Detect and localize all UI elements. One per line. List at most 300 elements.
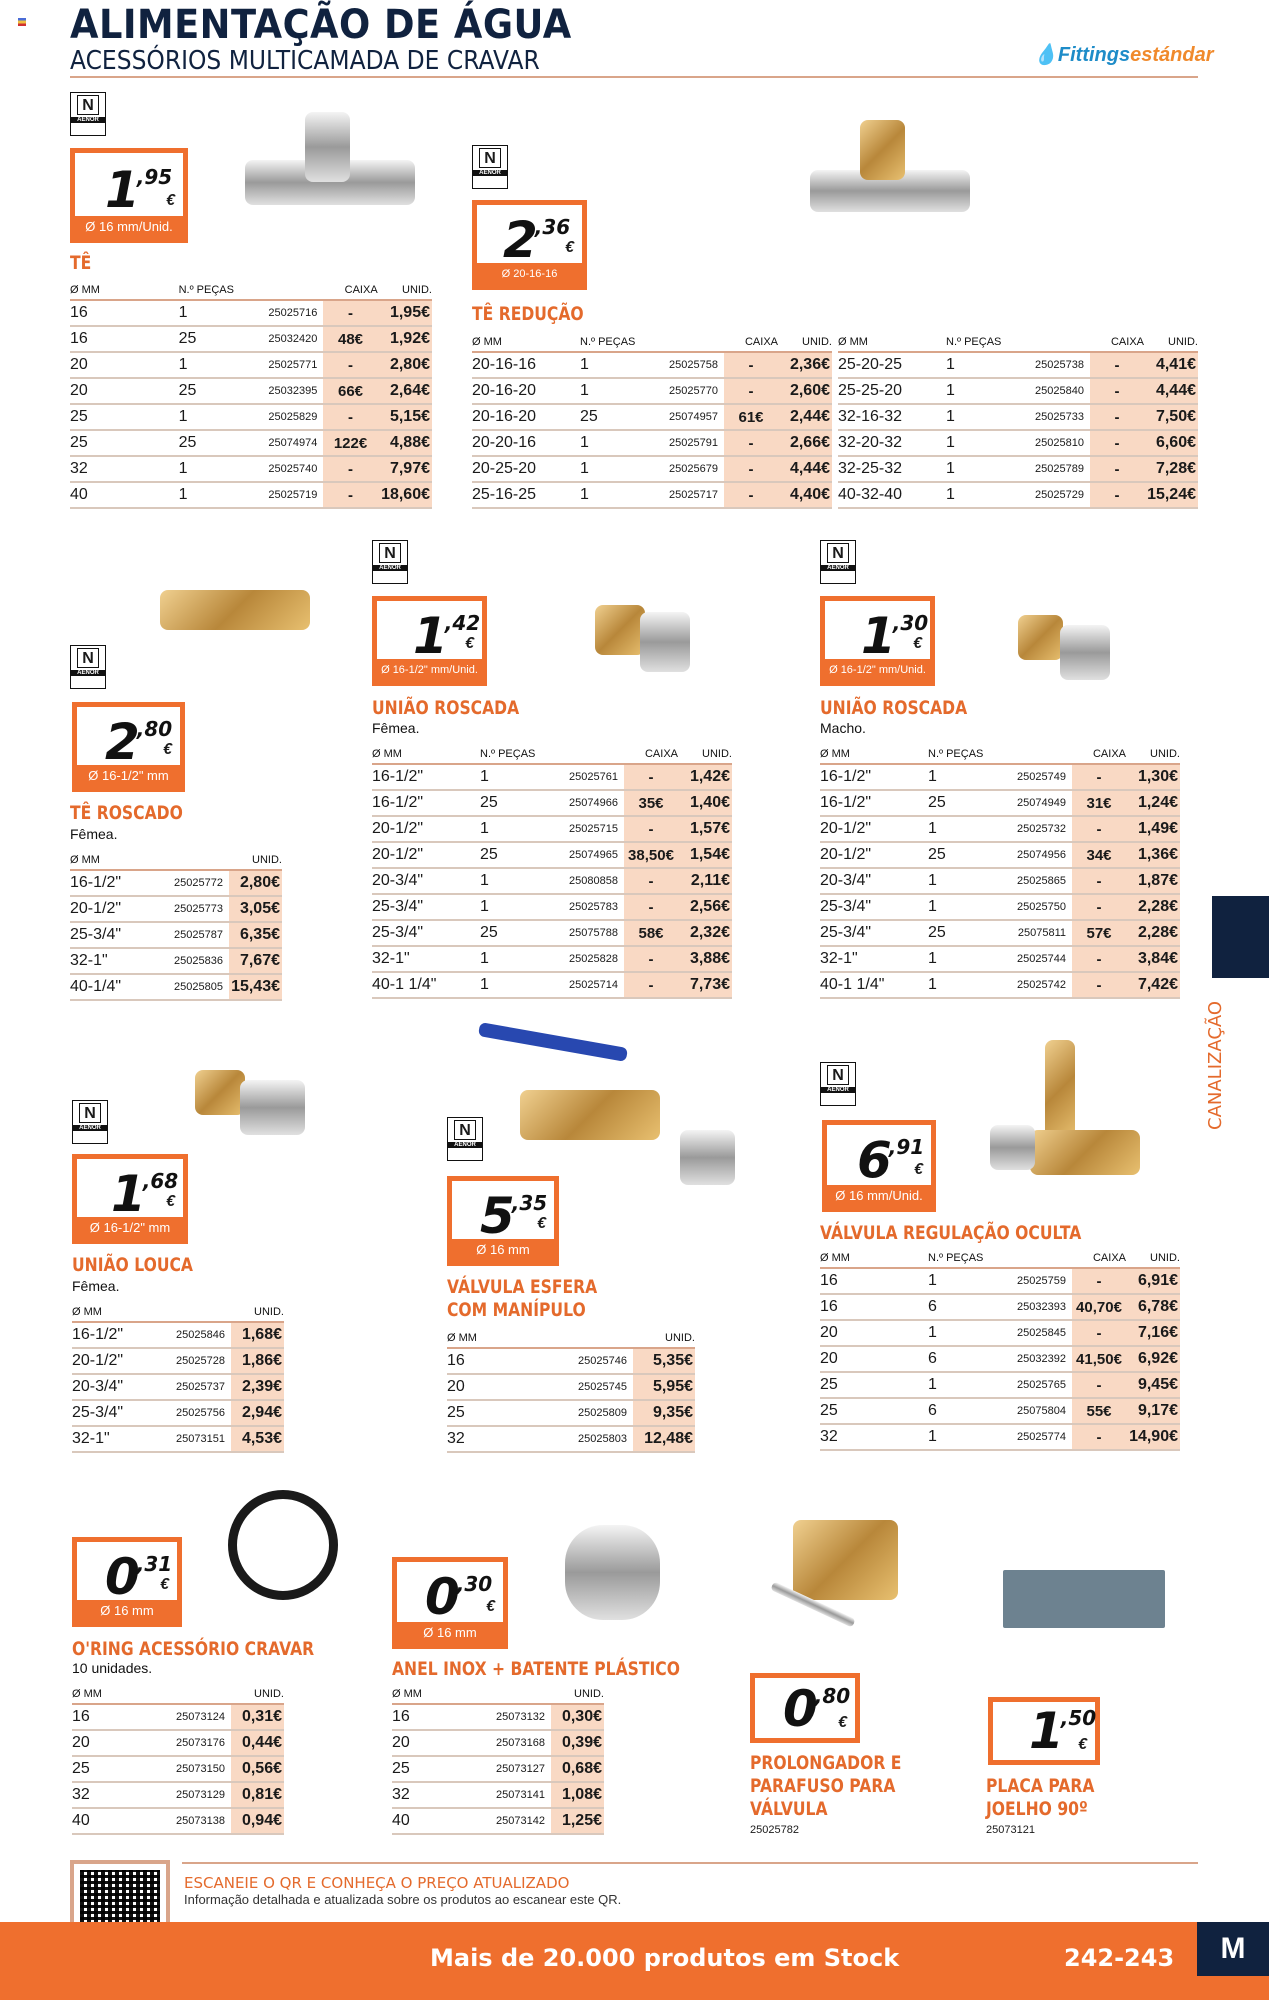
unit-price-cell: 4,40€ [778,482,832,508]
table-row [392,1782,604,1808]
unit-price-cell: 1,36€ [1126,842,1180,868]
unit-price-cell: 6,35€ [229,922,282,948]
box-price-cell: - [1072,1268,1126,1294]
page-subtitle: ACESSÓRIOS MULTICAMADA DE CRAVAR [70,46,540,76]
product-title: UNIÃO LOUCA [72,1254,193,1276]
product-desc: 10 unidades. [72,1660,153,1676]
product-title-line2: COM MANÍPULO [447,1299,586,1321]
size-cell: 40-1 1/4" [820,972,928,998]
unit-price-cell: 6,60€ [1144,430,1198,456]
code-cell: 25074966 [552,790,624,816]
table-row [447,1400,695,1426]
size-cell: 16-1/2" [820,764,928,790]
unit-price-cell: 2,11€ [678,868,732,894]
unit-price-cell: 7,28€ [1144,456,1198,482]
size-cell: 20 [70,378,179,404]
product-title: ANEL INOX + BATENTE PLÁSTICO [392,1658,680,1680]
box-price-cell: - [1072,946,1126,972]
size-cell: 16-1/2" [820,790,928,816]
box-price-cell: - [1090,378,1144,404]
section-label: CANALIZAÇÃO [1205,1000,1226,1130]
size-cell: 20-1/2" [70,896,155,922]
box-price-cell: - [1072,894,1126,920]
product-desc: Fêmea. [372,720,420,736]
column-header: CAIXA [1072,746,1126,764]
pieces-cell: 1 [928,1268,1000,1294]
table-row [72,1782,284,1808]
code-cell: 25025771 [251,352,323,378]
column-header: CAIXA [624,746,678,764]
table-row [72,1374,284,1400]
code-cell: 25025719 [251,482,323,508]
column-header: Ø MM [820,1250,928,1268]
table-row [72,1730,284,1756]
size-cell: 16-1/2" [70,870,155,896]
column-header: UNID. [378,282,432,300]
aenor-badge: N AENOR [447,1117,483,1161]
table-row [72,1426,284,1452]
box-price-cell: 31€ [1072,790,1126,816]
code-cell: 25025803 [546,1426,633,1452]
box-price-cell: 122€ [323,430,377,456]
size-cell: 32 [70,456,179,482]
code-cell: 25025737 [157,1374,231,1400]
unit-price-cell: 1,57€ [678,816,732,842]
pieces-cell: 25 [179,326,251,352]
box-price-cell: - [1090,456,1144,482]
code-cell: 25025714 [552,972,624,998]
size-cell: 25 [70,430,179,456]
table-row [820,1424,1180,1450]
table-row [447,1426,695,1452]
pieces-cell: 25 [480,790,552,816]
table-row [820,790,1180,816]
price-table-te-reducao-1 [472,334,832,509]
unit-price-cell: 1,87€ [1126,868,1180,894]
box-price-cell: - [624,868,678,894]
unit-price-cell: 4,53€ [231,1426,284,1452]
size-cell: 32-1" [372,946,480,972]
table-row [372,868,732,894]
aenor-badge: N AENOR [820,1062,856,1106]
column-header: N.º PEÇAS [480,746,552,764]
box-price-cell: - [624,764,678,790]
code-cell: 25025789 [1018,456,1090,482]
unit-price-cell: 7,97€ [378,456,432,482]
pieces-cell: 1 [580,482,652,508]
table-row [820,868,1180,894]
product-title: VÁLVULA REGULAÇÃO OCULTA [820,1222,1082,1244]
column-header: Ø MM [72,1686,157,1704]
pieces-cell: 1 [946,482,1018,508]
code-cell: 25073129 [157,1782,231,1808]
code-cell: 25032393 [1000,1294,1072,1320]
product-desc: Macho. [820,720,866,736]
unit-price-cell: 2,64€ [378,378,432,404]
table-row [372,920,732,946]
code-cell: 25025805 [155,974,229,1000]
price-table-oring [72,1686,284,1835]
table-row [392,1730,604,1756]
unit-price-cell: 1,92€ [378,326,432,352]
code-cell: 25073151 [157,1426,231,1452]
code-cell: 25025761 [552,764,624,790]
table-row [838,456,1198,482]
code-cell: 25025765 [1000,1372,1072,1398]
size-cell: 20-16-20 [472,404,580,430]
code-cell: 25025758 [652,352,724,378]
code-cell: 25025759 [1000,1268,1072,1294]
pieces-cell: 1 [928,946,1000,972]
table-row [820,894,1180,920]
unit-price-cell: 1,86€ [231,1348,284,1374]
pieces-cell: 1 [928,972,1000,998]
section-tab[interactable] [1212,896,1269,978]
unit-price-cell: 12,48€ [633,1426,695,1452]
table-row [472,404,832,430]
unit-price-cell: 2,36€ [778,352,832,378]
table-row [372,842,732,868]
size-cell: 25-3/4" [72,1400,157,1426]
product-image-te-top [305,112,350,182]
column-header [1000,746,1072,764]
unit-price-cell: 9,45€ [1126,1372,1180,1398]
product-image-te-reducao-top [860,120,905,180]
code-cell: 25025744 [1000,946,1072,972]
table-row [447,1374,695,1400]
product-image-valvula-regulacao [1030,1130,1140,1175]
table-row [838,482,1198,508]
aenor-badge: N AENOR [472,145,508,189]
size-cell: 16-1/2" [372,764,480,790]
code-cell: 25074965 [552,842,624,868]
code-cell: 25025746 [546,1348,633,1374]
size-cell: 32-20-32 [838,430,946,456]
table-row [70,870,282,896]
table-row [72,1322,284,1348]
pieces-cell: 1 [179,404,251,430]
unit-price-cell: 0,30€ [551,1704,604,1730]
unit-price-cell: 2,66€ [778,430,832,456]
product-title: UNIÃO ROSCADA [372,697,520,719]
pieces-cell: 1 [928,1320,1000,1346]
table-row [820,1320,1180,1346]
code-cell: 25025845 [1000,1320,1072,1346]
box-price-cell: - [1090,430,1144,456]
column-header: N.º PEÇAS [946,334,1018,352]
size-cell: 25 [70,404,179,430]
box-price-cell: 34€ [1072,842,1126,868]
code-cell: 25025783 [552,894,624,920]
code-cell: 25025717 [652,482,724,508]
table-row [820,946,1180,972]
pieces-cell: 1 [946,456,1018,482]
box-price-cell: - [1072,1372,1126,1398]
code-cell: 25073132 [477,1704,551,1730]
code-cell: 25025729 [1018,482,1090,508]
unit-price-cell: 1,95€ [378,300,432,326]
code-cell: 25073138 [157,1808,231,1834]
column-header: N.º PEÇAS [179,282,251,300]
column-header [155,852,229,870]
price-tag: $2^{,36}$ € Ø 20-16-16 mm/Unid. [472,200,587,290]
unit-price-cell: 1,30€ [1126,764,1180,790]
unit-price-cell: 7,67€ [229,948,282,974]
column-header: UNID. [551,1686,604,1704]
product-image-valvula-esfera-ring [680,1130,735,1185]
unit-price-cell: 1,54€ [678,842,732,868]
code-cell: 25025774 [1000,1424,1072,1450]
code-cell: 25025829 [251,404,323,430]
unit-price-cell: 2,28€ [1126,894,1180,920]
code-cell: 25025772 [155,870,229,896]
box-price-cell: - [724,430,778,456]
column-header [1000,1250,1072,1268]
code-cell: 25025846 [157,1322,231,1348]
unit-price-cell: 1,49€ [1126,816,1180,842]
size-cell: 40 [72,1808,157,1834]
code-cell: 25074957 [652,404,724,430]
code-cell: 25073176 [157,1730,231,1756]
column-header: Ø MM [70,852,155,870]
aenor-badge: N AENOR [72,1100,108,1144]
column-header: Ø MM [392,1686,477,1704]
pieces-cell: 1 [928,868,1000,894]
pieces-cell: 25 [179,378,251,404]
unit-price-cell: 0,39€ [551,1730,604,1756]
box-price-cell: 48€ [323,326,377,352]
column-header: Ø MM [72,1304,157,1322]
code-cell: 25080858 [552,868,624,894]
size-cell: 20-16-16 [472,352,580,378]
box-price-cell: - [323,482,377,508]
product-image-oring [228,1490,338,1600]
column-header [552,746,624,764]
column-header: UNID. [231,1304,284,1322]
product-title-line2: PARAFUSO PARA [750,1775,896,1797]
code-cell: 25025756 [157,1400,231,1426]
box-price-cell: - [724,482,778,508]
product-title-line2: JOELHO 90º [986,1798,1088,1820]
code-cell: 25025740 [251,456,323,482]
code-cell: 25032420 [251,326,323,352]
box-price-cell: - [1090,404,1144,430]
code-cell: 25025840 [1018,378,1090,404]
product-title: TÊ REDUÇÃO [472,303,584,325]
size-cell: 32-1" [70,948,155,974]
table-row [447,1348,695,1374]
unit-price-cell: 1,24€ [1126,790,1180,816]
table-row [472,456,832,482]
pieces-cell: 25 [928,920,1000,946]
pieces-cell: 1 [580,352,652,378]
box-price-cell: - [1072,764,1126,790]
code-cell: 25074956 [1000,842,1072,868]
code-cell: 25025728 [157,1348,231,1374]
pieces-cell: 1 [480,946,552,972]
size-cell: 32 [447,1426,546,1452]
box-price-cell: - [1072,868,1126,894]
price-table-anel-inox [392,1686,604,1835]
unit-price-cell: 0,94€ [231,1808,284,1834]
column-header: UNID. [1126,746,1180,764]
code-cell: 25025770 [652,378,724,404]
unit-price-cell: 2,56€ [678,894,732,920]
size-cell: 25-3/4" [820,920,928,946]
pieces-cell: 1 [480,868,552,894]
unit-price-cell: 15,43€ [229,974,282,1000]
product-image-valvula-regulacao-stem [1045,1040,1075,1140]
size-cell: 16 [820,1268,928,1294]
table-row [70,896,282,922]
column-header: CAIXA [323,282,377,300]
drop-icon: 💧 [1033,44,1058,66]
product-title: TÊ [70,252,92,274]
size-cell: 32-1" [820,946,928,972]
unit-price-cell: 7,50€ [1144,404,1198,430]
size-cell: 20-3/4" [72,1374,157,1400]
size-cell: 16 [820,1294,928,1320]
size-cell: 40-1/4" [70,974,155,1000]
unit-price-cell: 4,41€ [1144,352,1198,378]
pieces-cell: 1 [179,456,251,482]
box-price-cell: 38,50€ [624,842,678,868]
size-cell: 20-1/2" [820,816,928,842]
color-marker [18,18,26,26]
table-row [472,430,832,456]
box-price-cell: 61€ [724,404,778,430]
unit-price-cell: 4,44€ [1144,378,1198,404]
box-price-cell: - [1072,1424,1126,1450]
product-code: 25073121 [986,1824,1035,1836]
unit-price-cell: 1,42€ [678,764,732,790]
price-tag: $1^{,50}$ € [988,1697,1100,1765]
box-price-cell: - [724,456,778,482]
box-price-cell: - [624,946,678,972]
code-cell: 25025836 [155,948,229,974]
table-row [372,946,732,972]
code-cell: 25073141 [477,1782,551,1808]
product-desc: Fêmea. [70,826,118,842]
column-header: CAIXA [1090,334,1144,352]
product-title-line3: VÁLVULA [750,1798,828,1820]
size-cell: 25-3/4" [372,920,480,946]
box-price-cell: - [624,972,678,998]
column-header: CAIXA [1072,1250,1126,1268]
code-cell: 25025810 [1018,430,1090,456]
code-cell: 25032395 [251,378,323,404]
table-row [70,326,432,352]
unit-price-cell: 6,78€ [1126,1294,1180,1320]
unit-price-cell: 2,44€ [778,404,832,430]
pieces-cell: 25 [928,790,1000,816]
code-cell: 25025773 [155,896,229,922]
box-price-cell: - [1072,1320,1126,1346]
box-price-cell: - [1090,352,1144,378]
unit-price-cell: 0,31€ [231,1704,284,1730]
pieces-cell: 1 [179,482,251,508]
column-header: CAIXA [724,334,778,352]
table-row [72,1756,284,1782]
product-image-valvula-esfera [520,1090,660,1140]
code-cell: 25075788 [552,920,624,946]
size-cell: 20 [392,1730,477,1756]
column-header [1018,334,1090,352]
unit-price-cell: 2,32€ [678,920,732,946]
code-cell: 25075804 [1000,1398,1072,1424]
column-header: UNID. [231,1686,284,1704]
box-price-cell: - [624,816,678,842]
qr-text: Informação detalhada e atualizada sobre os produtos ao escanear este QR. [184,1892,622,1907]
unit-price-cell: 2,80€ [378,352,432,378]
pieces-cell: 6 [928,1398,1000,1424]
pieces-cell: 1 [928,816,1000,842]
size-cell: 32 [392,1782,477,1808]
table-row [72,1400,284,1426]
pieces-cell: 1 [480,816,552,842]
unit-price-cell: 5,15€ [378,404,432,430]
price-tag: $0^{,30}$ € Ø 16 mm [392,1557,508,1649]
size-cell: 40 [392,1808,477,1834]
code-cell: 25075811 [1000,920,1072,946]
table-row [372,764,732,790]
code-cell: 25025742 [1000,972,1072,998]
product-image-placa [1003,1570,1165,1628]
aenor-badge: N AENOR [820,540,856,584]
pieces-cell: 1 [928,764,1000,790]
size-cell: 25 [447,1400,546,1426]
product-image-prolongador [793,1520,898,1600]
box-price-cell: - [323,300,377,326]
unit-price-cell: 14,90€ [1126,1424,1180,1450]
price-tag: $5^{,35}$ € Ø 16 mm [447,1176,559,1266]
pieces-cell: 6 [928,1294,1000,1320]
price-table-valvula-regulacao [820,1250,1180,1451]
footer-bar [0,1922,1269,2000]
table-row [838,378,1198,404]
code-cell: 25025749 [1000,764,1072,790]
unit-price-cell: 9,17€ [1126,1398,1180,1424]
unit-price-cell: 0,44€ [231,1730,284,1756]
code-cell: 25073150 [157,1756,231,1782]
table-row [820,1346,1180,1372]
aenor-badge: N AENOR [70,92,106,136]
pieces-cell: 1 [928,894,1000,920]
size-cell: 32-1" [72,1426,157,1452]
code-cell: 25073127 [477,1756,551,1782]
unit-price-cell: 3,84€ [1126,946,1180,972]
pieces-cell: 25 [480,920,552,946]
size-cell: 20-1/2" [820,842,928,868]
product-title: PROLONGADOR E [750,1752,902,1774]
size-cell: 25-3/4" [70,922,155,948]
column-header: Ø MM [820,746,928,764]
table-row [70,456,432,482]
code-cell: 25025865 [1000,868,1072,894]
table-row [70,378,432,404]
column-header: UNID. [678,746,732,764]
size-cell: 20-3/4" [820,868,928,894]
column-header: Ø MM [447,1330,546,1348]
code-cell: 25025791 [652,430,724,456]
aenor-badge: N AENOR [70,645,106,689]
size-cell: 20-25-20 [472,456,580,482]
code-cell: 25025828 [552,946,624,972]
unit-price-cell: 0,56€ [231,1756,284,1782]
table-row [820,1294,1180,1320]
pieces-cell: 1 [928,1372,1000,1398]
table-row [838,404,1198,430]
